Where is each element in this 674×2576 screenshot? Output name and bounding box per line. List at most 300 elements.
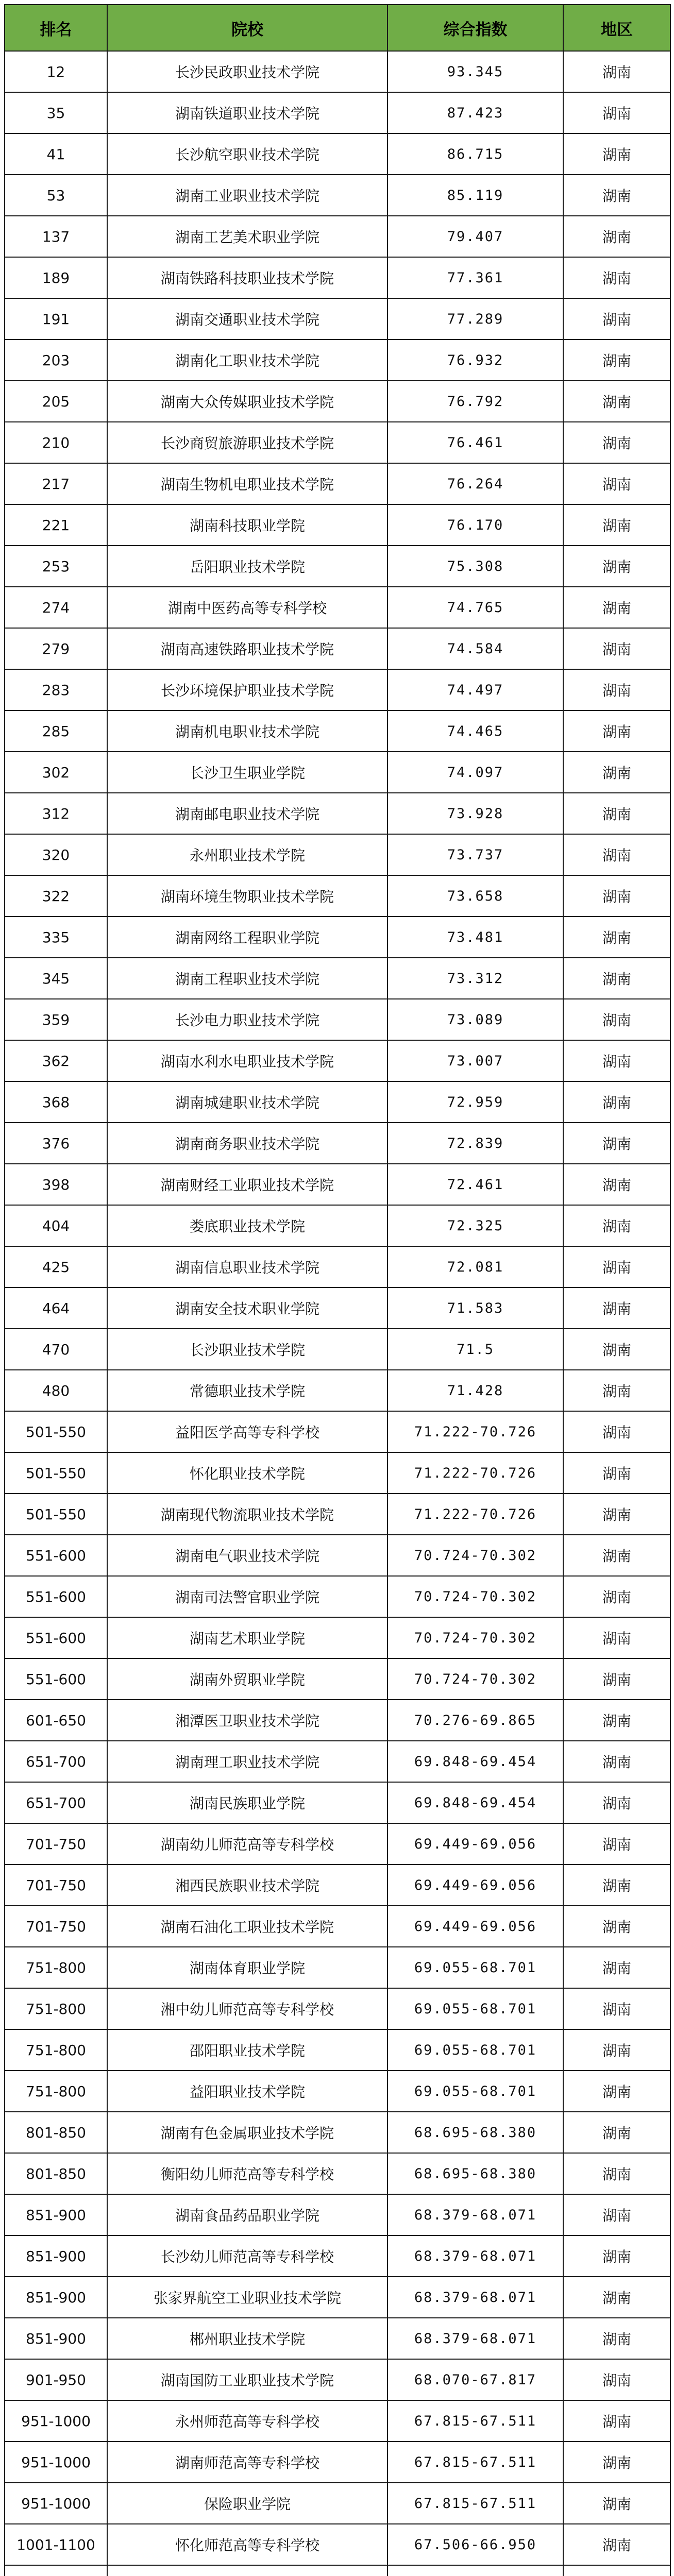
score-cell: 72.839 (387, 1123, 563, 1164)
table-row (5, 1617, 670, 1658)
table-row (5, 752, 670, 793)
rank-cell: 41 (5, 133, 107, 175)
table-row (5, 2565, 670, 2576)
school-cell: 湖南体育职业学院 (107, 1947, 387, 1988)
table-row (5, 1988, 670, 2029)
score-cell: 76.932 (387, 340, 563, 381)
score-cell: 69.449-69.056 (387, 1906, 563, 1947)
rank-cell: 501-550 (5, 1411, 107, 1452)
region-cell: 湖南 (563, 1865, 670, 1906)
rank-cell: 203 (5, 340, 107, 381)
table-row (5, 2153, 670, 2194)
score-cell: 74.584 (387, 628, 563, 669)
rank-cell: 53 (5, 175, 107, 216)
rank-cell: 302 (5, 752, 107, 793)
rank-cell: 217 (5, 463, 107, 504)
score-cell: 67.815-67.511 (387, 2483, 563, 2524)
score-cell: 68.695-68.380 (387, 2153, 563, 2194)
rank-cell: 345 (5, 958, 107, 999)
header-score: 综合指数 (387, 5, 563, 51)
score-cell: 71.428 (387, 1370, 563, 1411)
score-cell: 70.724-70.302 (387, 1617, 563, 1658)
score-cell: 73.089 (387, 999, 563, 1040)
region-cell: 湖南 (563, 2483, 670, 2524)
school-cell: 湖南安全技术职业学院 (107, 1287, 387, 1329)
score-cell: 71.222-70.726 (387, 1494, 563, 1535)
region-cell: 湖南 (563, 381, 670, 422)
school-cell: 长沙航空职业技术学院 (107, 133, 387, 175)
school-cell: 湖南财经工业职业技术学院 (107, 1164, 387, 1205)
rank-cell: 701-750 (5, 1823, 107, 1865)
school-cell: 长沙卫生职业学院 (107, 752, 387, 793)
table-row (5, 463, 670, 504)
table-row (5, 2071, 670, 2112)
region-cell: 湖南 (563, 2442, 670, 2483)
rank-cell: 801-850 (5, 2153, 107, 2194)
table-row (5, 1782, 670, 1823)
region-cell: 湖南 (563, 1370, 670, 1411)
region-cell: 湖南 (563, 2277, 670, 2318)
table-row (5, 1205, 670, 1246)
school-cell: 张家界航空工业职业技术学院 (107, 2277, 387, 2318)
table-row (5, 1370, 670, 1411)
school-cell: 长沙职业技术学院 (107, 1329, 387, 1370)
rank-cell: 359 (5, 999, 107, 1040)
table-body (5, 51, 670, 2576)
school-cell: 湖南高速铁路职业技术学院 (107, 628, 387, 669)
rank-cell: 210 (5, 422, 107, 463)
table-row (5, 257, 670, 298)
region-cell: 湖南 (563, 1535, 670, 1576)
school-cell: 湖南环境生物职业技术学院 (107, 875, 387, 917)
rank-cell: 701-750 (5, 1865, 107, 1906)
table-row (5, 1040, 670, 1081)
region-cell: 湖南 (563, 2359, 670, 2400)
rank-cell: 751-800 (5, 2029, 107, 2071)
region-cell: 湖南 (563, 1576, 670, 1617)
score-cell: 72.325 (387, 1205, 563, 1246)
school-cell: 长沙幼儿师范高等专科学校 (107, 2235, 387, 2277)
school-cell: 湖南铁道职业技术学院 (107, 92, 387, 133)
region-cell: 湖南 (563, 1081, 670, 1123)
score-cell: 73.737 (387, 834, 563, 875)
rank-cell: 501-550 (5, 1494, 107, 1535)
table-row (5, 133, 670, 175)
rank-cell: 480 (5, 1370, 107, 1411)
school-cell: 湖南城建职业技术学院 (107, 1081, 387, 1123)
region-cell: 湖南 (563, 2400, 670, 2442)
region-cell: 湖南 (563, 1329, 670, 1370)
table-row (5, 298, 670, 340)
school-cell: 湘西民族职业技术学院 (107, 1865, 387, 1906)
school-cell: 湖南网络工程职业学院 (107, 917, 387, 958)
school-cell: 湖南国防工业职业技术学院 (107, 2359, 387, 2400)
school-cell: 湘中幼儿师范高等专科学校 (107, 1988, 387, 2029)
region-cell: 湖南 (563, 1617, 670, 1658)
rank-cell: 312 (5, 793, 107, 834)
score-cell: 69.055-68.701 (387, 2071, 563, 2112)
rank-cell: 751-800 (5, 1988, 107, 2029)
region-cell: 湖南 (563, 2071, 670, 2112)
table-row (5, 1246, 670, 1287)
rank-cell: 376 (5, 1123, 107, 1164)
school-cell: 湖南工程职业技术学院 (107, 958, 387, 999)
school-cell: 长沙商贸旅游职业技术学院 (107, 422, 387, 463)
school-cell: 湖南现代物流职业技术学院 (107, 1494, 387, 1535)
table-row (5, 710, 670, 752)
rank-cell: 851-900 (5, 2235, 107, 2277)
school-cell: 湖南艺术职业学院 (107, 1617, 387, 1658)
table-row (5, 2277, 670, 2318)
region-cell: 湖南 (563, 298, 670, 340)
region-cell (563, 2565, 670, 2576)
ranking-table (4, 4, 671, 2576)
school-cell: 保险职业学院 (107, 2483, 387, 2524)
rank-cell: 320 (5, 834, 107, 875)
score-cell: 69.055-68.701 (387, 2029, 563, 2071)
table-row (5, 958, 670, 999)
region-cell: 湖南 (563, 133, 670, 175)
table-row (5, 1823, 670, 1865)
rank-cell: 551-600 (5, 1576, 107, 1617)
score-cell: 73.007 (387, 1040, 563, 1081)
rank-cell: 285 (5, 710, 107, 752)
score-cell: 68.379-68.071 (387, 2235, 563, 2277)
school-cell: 湖南理工职业技术学院 (107, 1741, 387, 1782)
rank-cell: 404 (5, 1205, 107, 1246)
school-cell: 常德职业技术学院 (107, 1370, 387, 1411)
rank-cell: 279 (5, 628, 107, 669)
table-row (5, 669, 670, 710)
region-cell: 湖南 (563, 2029, 670, 2071)
table-row (5, 1865, 670, 1906)
rank-cell: 335 (5, 917, 107, 958)
region-cell: 湖南 (563, 2524, 670, 2565)
score-cell: 73.481 (387, 917, 563, 958)
table-row (5, 1164, 670, 1205)
score-cell: 76.170 (387, 504, 563, 546)
rank-cell: 851-900 (5, 2194, 107, 2235)
rank-cell: 398 (5, 1164, 107, 1205)
score-cell: 93.345 (387, 51, 563, 92)
score-cell: 70.276-69.865 (387, 1700, 563, 1741)
school-cell: 湖南中医药高等专科学校 (107, 587, 387, 628)
rank-cell: 35 (5, 92, 107, 133)
score-cell: 68.379-68.071 (387, 2277, 563, 2318)
score-cell: 69.848-69.454 (387, 1741, 563, 1782)
school-cell: 邵阳职业技术学院 (107, 2029, 387, 2071)
score-cell: 76.792 (387, 381, 563, 422)
rank-cell (5, 2565, 107, 2576)
school-cell: 湖南电气职业技术学院 (107, 1535, 387, 1576)
score-cell: 86.715 (387, 133, 563, 175)
table-row (5, 917, 670, 958)
region-cell: 湖南 (563, 1741, 670, 1782)
school-cell: 湖南交通职业技术学院 (107, 298, 387, 340)
score-cell: 67.815-67.511 (387, 2400, 563, 2442)
school-cell: 湖南邮电职业技术学院 (107, 793, 387, 834)
region-cell: 湖南 (563, 216, 670, 257)
school-cell: 湖南铁路科技职业技术学院 (107, 257, 387, 298)
table-row (5, 216, 670, 257)
school-cell: 湖南石油化工职业技术学院 (107, 1906, 387, 1947)
region-cell: 湖南 (563, 2112, 670, 2153)
score-cell: 69.055-68.701 (387, 1988, 563, 2029)
school-cell: 长沙电力职业技术学院 (107, 999, 387, 1040)
school-cell: 娄底职业技术学院 (107, 1205, 387, 1246)
region-cell: 湖南 (563, 1823, 670, 1865)
region-cell: 湖南 (563, 1123, 670, 1164)
score-cell: 71.222-70.726 (387, 1411, 563, 1452)
rank-cell: 801-850 (5, 2112, 107, 2153)
table-row (5, 1452, 670, 1494)
rank-cell: 274 (5, 587, 107, 628)
score-cell: 87.423 (387, 92, 563, 133)
region-cell: 湖南 (563, 793, 670, 834)
table-row (5, 1906, 670, 1947)
region-cell: 湖南 (563, 587, 670, 628)
school-cell: 永州师范高等专科学校 (107, 2400, 387, 2442)
table-row (5, 2359, 670, 2400)
region-cell: 湖南 (563, 1246, 670, 1287)
school-cell: 岳阳职业技术学院 (107, 546, 387, 587)
table-row (5, 587, 670, 628)
table-row (5, 51, 670, 92)
school-cell: 怀化师范高等专科学校 (107, 2524, 387, 2565)
region-cell: 湖南 (563, 1700, 670, 1741)
region-cell: 湖南 (563, 340, 670, 381)
table-row (5, 381, 670, 422)
score-cell: 71.583 (387, 1287, 563, 1329)
school-cell: 湖南商务职业技术学院 (107, 1123, 387, 1164)
school-cell: 怀化职业技术学院 (107, 1452, 387, 1494)
rank-cell: 425 (5, 1246, 107, 1287)
table-row (5, 793, 670, 834)
rank-cell: 901-950 (5, 2359, 107, 2400)
region-cell: 湖南 (563, 1658, 670, 1700)
score-cell: 74.765 (387, 587, 563, 628)
table-row (5, 1576, 670, 1617)
score-cell: 71.5 (387, 1329, 563, 1370)
rank-cell: 464 (5, 1287, 107, 1329)
score-cell: 70.724-70.302 (387, 1658, 563, 1700)
score-cell (387, 2565, 563, 2576)
rank-cell: 368 (5, 1081, 107, 1123)
school-cell: 衡阳幼儿师范高等专科学校 (107, 2153, 387, 2194)
score-cell: 68.379-68.071 (387, 2194, 563, 2235)
rank-cell: 362 (5, 1040, 107, 1081)
score-cell: 74.097 (387, 752, 563, 793)
region-cell: 湖南 (563, 752, 670, 793)
table-row (5, 1081, 670, 1123)
rank-cell: 551-600 (5, 1535, 107, 1576)
score-cell: 72.461 (387, 1164, 563, 1205)
rank-cell: 701-750 (5, 1906, 107, 1947)
rank-cell: 951-1000 (5, 2442, 107, 2483)
score-cell: 79.407 (387, 216, 563, 257)
table-row (5, 2442, 670, 2483)
rank-cell: 205 (5, 381, 107, 422)
region-cell: 湖南 (563, 917, 670, 958)
table-row (5, 1411, 670, 1452)
region-cell: 湖南 (563, 1494, 670, 1535)
region-cell: 湖南 (563, 875, 670, 917)
table-row (5, 92, 670, 133)
score-cell: 69.449-69.056 (387, 1823, 563, 1865)
table-row (5, 1658, 670, 1700)
region-cell: 湖南 (563, 1287, 670, 1329)
score-cell: 70.724-70.302 (387, 1576, 563, 1617)
table-header-row (5, 5, 670, 51)
table-row (5, 1123, 670, 1164)
region-cell: 湖南 (563, 175, 670, 216)
score-cell: 76.461 (387, 422, 563, 463)
table-row (5, 2029, 670, 2071)
rank-cell: 253 (5, 546, 107, 587)
table-row (5, 1700, 670, 1741)
school-cell: 益阳医学高等专科学校 (107, 1411, 387, 1452)
region-cell: 湖南 (563, 628, 670, 669)
region-cell: 湖南 (563, 999, 670, 1040)
score-cell: 68.070-67.817 (387, 2359, 563, 2400)
region-cell: 湖南 (563, 2153, 670, 2194)
region-cell: 湖南 (563, 710, 670, 752)
region-cell: 湖南 (563, 92, 670, 133)
region-cell: 湖南 (563, 2318, 670, 2359)
score-cell: 72.081 (387, 1246, 563, 1287)
rank-cell: 1001-1100 (5, 2524, 107, 2565)
score-cell: 67.815-67.511 (387, 2442, 563, 2483)
school-cell: 永州职业技术学院 (107, 834, 387, 875)
rank-cell: 851-900 (5, 2277, 107, 2318)
school-cell: 湖南民族职业学院 (107, 1782, 387, 1823)
ranking-sheet (4, 4, 670, 2576)
score-cell: 76.264 (387, 463, 563, 504)
school-cell: 湖南机电职业技术学院 (107, 710, 387, 752)
table-row (5, 1535, 670, 1576)
score-cell: 73.928 (387, 793, 563, 834)
school-cell: 长沙环境保护职业技术学院 (107, 669, 387, 710)
school-cell (107, 2565, 387, 2576)
region-cell: 湖南 (563, 1205, 670, 1246)
table-row (5, 875, 670, 917)
school-cell: 湖南科技职业学院 (107, 504, 387, 546)
school-cell: 湖南生物机电职业技术学院 (107, 463, 387, 504)
region-cell: 湖南 (563, 958, 670, 999)
score-cell: 68.379-68.071 (387, 2318, 563, 2359)
region-cell: 湖南 (563, 1782, 670, 1823)
score-cell: 73.658 (387, 875, 563, 917)
rank-cell: 751-800 (5, 2071, 107, 2112)
score-cell: 74.465 (387, 710, 563, 752)
school-cell: 长沙民政职业技术学院 (107, 51, 387, 92)
rank-cell: 322 (5, 875, 107, 917)
school-cell: 湖南幼儿师范高等专科学校 (107, 1823, 387, 1865)
rank-cell: 651-700 (5, 1741, 107, 1782)
score-cell: 70.724-70.302 (387, 1535, 563, 1576)
table-row (5, 2112, 670, 2153)
header-rank: 排名 (5, 5, 107, 51)
table-row (5, 546, 670, 587)
table-row (5, 1494, 670, 1535)
region-cell: 湖南 (563, 1452, 670, 1494)
region-cell: 湖南 (563, 422, 670, 463)
region-cell: 湖南 (563, 51, 670, 92)
score-cell: 69.449-69.056 (387, 1865, 563, 1906)
region-cell: 湖南 (563, 2194, 670, 2235)
score-cell: 75.308 (387, 546, 563, 587)
school-cell: 湖南师范高等专科学校 (107, 2442, 387, 2483)
header-school: 院校 (107, 5, 387, 51)
school-cell: 湖南司法警官职业学院 (107, 1576, 387, 1617)
table-row (5, 2524, 670, 2565)
table-row (5, 1329, 670, 1370)
region-cell: 湖南 (563, 1164, 670, 1205)
score-cell: 68.695-68.380 (387, 2112, 563, 2153)
school-cell: 湘潭医卫职业技术学院 (107, 1700, 387, 1741)
school-cell: 湖南水利水电职业技术学院 (107, 1040, 387, 1081)
score-cell: 77.361 (387, 257, 563, 298)
rank-cell: 951-1000 (5, 2400, 107, 2442)
school-cell: 湖南大众传媒职业技术学院 (107, 381, 387, 422)
table-row (5, 999, 670, 1040)
rank-cell: 12 (5, 51, 107, 92)
table-row (5, 175, 670, 216)
rank-cell: 551-600 (5, 1617, 107, 1658)
school-cell: 湖南工艺美术职业学院 (107, 216, 387, 257)
region-cell: 湖南 (563, 504, 670, 546)
region-cell: 湖南 (563, 1988, 670, 2029)
school-cell: 湖南工业职业技术学院 (107, 175, 387, 216)
school-cell: 益阳职业技术学院 (107, 2071, 387, 2112)
table-row (5, 2483, 670, 2524)
score-cell: 69.055-68.701 (387, 1947, 563, 1988)
region-cell: 湖南 (563, 2235, 670, 2277)
score-cell: 71.222-70.726 (387, 1452, 563, 1494)
region-cell: 湖南 (563, 463, 670, 504)
rank-cell: 191 (5, 298, 107, 340)
rank-cell: 751-800 (5, 1947, 107, 1988)
table-row (5, 1741, 670, 1782)
score-cell: 74.497 (387, 669, 563, 710)
rank-cell: 137 (5, 216, 107, 257)
table-row (5, 1287, 670, 1329)
region-cell: 湖南 (563, 834, 670, 875)
school-cell: 湖南信息职业技术学院 (107, 1246, 387, 1287)
header-region: 地区 (563, 5, 670, 51)
score-cell: 77.289 (387, 298, 563, 340)
table-row (5, 2235, 670, 2277)
rank-cell: 189 (5, 257, 107, 298)
region-cell: 湖南 (563, 669, 670, 710)
rank-cell: 470 (5, 1329, 107, 1370)
table-row (5, 504, 670, 546)
table-row (5, 2318, 670, 2359)
table-row (5, 340, 670, 381)
score-cell: 85.119 (387, 175, 563, 216)
school-cell: 湖南食品药品职业学院 (107, 2194, 387, 2235)
rank-cell: 283 (5, 669, 107, 710)
table-row (5, 834, 670, 875)
rank-cell: 651-700 (5, 1782, 107, 1823)
school-cell: 湖南外贸职业学院 (107, 1658, 387, 1700)
rank-cell: 551-600 (5, 1658, 107, 1700)
rank-cell: 601-650 (5, 1700, 107, 1741)
region-cell: 湖南 (563, 1411, 670, 1452)
table-row (5, 1947, 670, 1988)
rank-cell: 851-900 (5, 2318, 107, 2359)
rank-cell: 221 (5, 504, 107, 546)
